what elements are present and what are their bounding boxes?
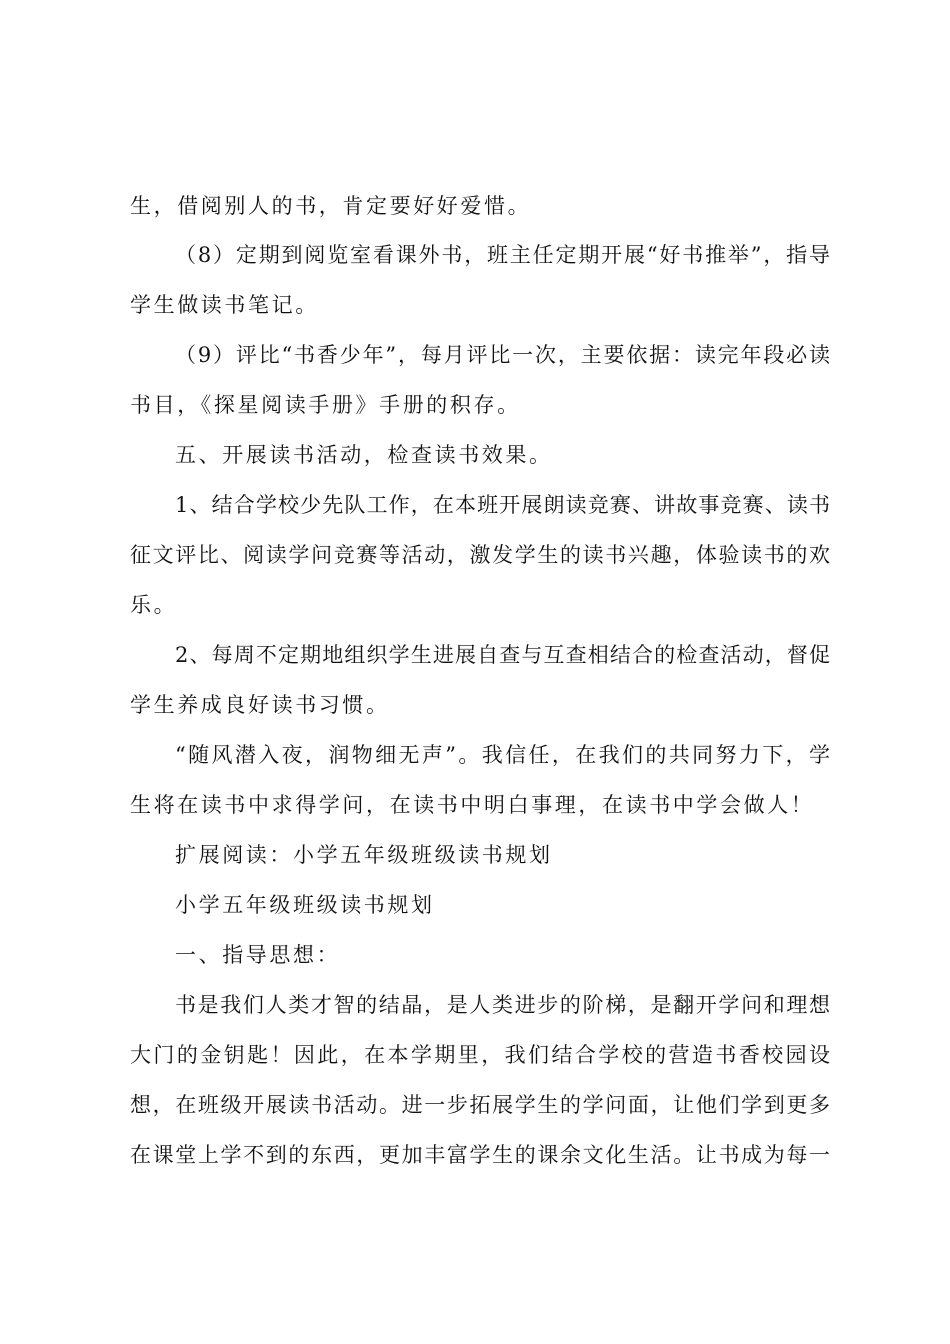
text-line-activity-1: 1、结合学校少先队工作，在本班开展朗读竞赛、讲故事竞赛、读书 [175,493,830,517]
text-line-paragraph-2: 大门的金钥匙！因此，在本学期里，我们结合学校的营造书香校园设 [130,1043,830,1067]
text-line-item-8-cont: 学生做读书笔记。 [130,293,319,317]
text-line-paragraph-4: 在课堂上学不到的东西，更加丰富学生的课余文化生活。让书成为每一 [130,1143,830,1167]
text-line-continuation: 生，借阅别人的书，肯定要好好爱惜。 [130,194,532,218]
text-line-item-9: （9）评比“书香少年”，每月评比一次，主要依据：读完年段必读 [175,343,830,367]
text-line-activity-2-cont: 学生养成良好读书习惯。 [130,693,390,717]
text-line-paragraph-3: 想，在班级开展读书活动。进一步拓展学生的学问面，让他们学到更多 [130,1093,830,1117]
section-heading-guiding-thought: 一、指导思想： [175,943,341,967]
text-line-item-8: （8）定期到阅览室看课外书，班主任定期开展“好书推举”，指导 [175,243,830,267]
extended-reading-heading: 扩展阅读：小学五年级班级读书规划 [175,843,553,867]
text-line-activity-2: 2、每周不定期地组织学生进展自查与互查相结合的检查活动，督促 [175,643,830,667]
text-line-activity-1-cont: 征文评比、阅读学问竞赛等活动，激发学生的读书兴趣，体验读书的欢 [130,543,830,567]
section-heading-five: 五、开展读书活动，检查读书效果。 [175,443,553,467]
plan-title: 小学五年级班级读书规划 [175,893,435,917]
text-line-item-9-cont: 书目，《探星阅读手册》手册的积存。 [130,393,521,417]
text-line-quote: “随风潜入夜，润物细无声”。我信任，在我们的共同努力下，学 [175,743,830,767]
text-line-quote-cont: 生将在读书中求得学问，在读书中明白事理，在读书中学会做人！ [130,793,815,817]
text-line-paragraph-1: 书是我们人类才智的结晶，是人类进步的阶梯，是翻开学问和理想 [175,993,830,1017]
text-line-activity-1-end: 乐。 [130,593,178,617]
